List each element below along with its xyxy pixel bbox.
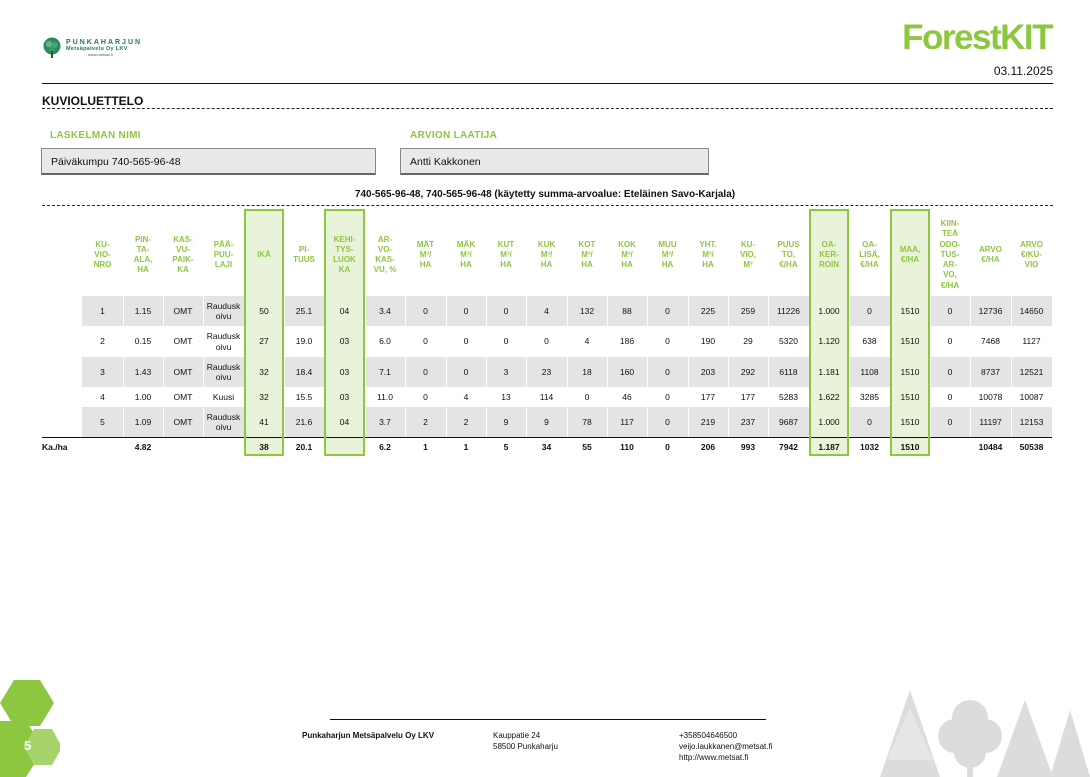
table-cell: 5 <box>100 416 105 427</box>
table-cell: 41 <box>259 416 269 427</box>
table-cell: 32 <box>259 391 269 402</box>
table-cell: 18.4 <box>295 366 313 377</box>
table-cell: 1.09 <box>134 416 152 427</box>
column-header: OA- LISÄ, €/HA <box>859 239 880 270</box>
footer-city: 58500 Punkaharju <box>493 741 558 751</box>
footer-divider <box>330 719 766 720</box>
table-cell: Kuusi <box>212 391 235 402</box>
table-cell: 03 <box>339 366 350 377</box>
table-cell: 2 <box>100 336 105 347</box>
table-cell: 1510 <box>900 305 920 316</box>
column-header: ARVO €/HA <box>979 244 1002 264</box>
table-cell: 4 <box>463 391 469 402</box>
table-cell: 19.0 <box>295 336 313 347</box>
table-cell: Raudusk oivu <box>206 361 241 382</box>
table-cell: 0 <box>463 305 469 316</box>
table-cell: 177 <box>740 391 756 402</box>
table-cell: 132 <box>579 305 595 316</box>
column-header: MÄK M³/ HA <box>456 239 476 270</box>
column-header: PUUS TO, €/HA <box>777 239 800 270</box>
table-cell: 10078 <box>978 391 1003 402</box>
table-cell: 0 <box>423 366 428 377</box>
table-cell: 25.1 <box>295 305 313 316</box>
column-header: KIIN- TEÄ ODO- TUS- AR- VO, €/HA <box>939 219 961 290</box>
table-cell: 1.622 <box>818 391 840 402</box>
totals-cell: 206 <box>700 442 716 453</box>
table-cell: 27 <box>259 336 269 347</box>
column-header: KAS- VU- PAIK- KA <box>172 234 194 275</box>
table-cell: 1.15 <box>134 305 152 316</box>
table-cell: OMT <box>173 416 193 427</box>
table-cell: 12153 <box>1019 416 1044 427</box>
table-cell: 8737 <box>981 366 1000 377</box>
table-cell: 04 <box>339 416 350 427</box>
column-header: KEHI- TYS- LUOK KA <box>333 234 356 275</box>
table-cell: 160 <box>619 366 635 377</box>
table-cell: 0 <box>423 391 428 402</box>
totals-cell: 1 <box>463 442 469 453</box>
table-title: 740-565-96-48, 740-565-96-48 (käytetty summa-arvoalue: Eteläinen Savo-Karjala) <box>354 189 736 200</box>
table-cell: 6.0 <box>379 336 391 347</box>
table-cell: 15.5 <box>295 391 313 402</box>
table-cell: 12521 <box>1019 366 1044 377</box>
table-cell: 6118 <box>779 366 798 377</box>
table-cell: 0 <box>463 366 469 377</box>
table-cell: 18 <box>582 366 592 377</box>
page-number: 5 <box>24 738 32 753</box>
table-top-divider <box>42 205 1053 206</box>
title-divider <box>42 108 1053 109</box>
table-cell: 03 <box>339 336 350 347</box>
table-cell: 0 <box>503 336 509 347</box>
table-cell: 0 <box>665 366 670 377</box>
totals-cell: 7942 <box>779 442 798 453</box>
table-cell: OMT <box>173 391 193 402</box>
table-cell: 177 <box>700 391 716 402</box>
table-cell: 1.00 <box>134 391 152 402</box>
totals-cell: 1510 <box>900 442 920 453</box>
table-cell: 219 <box>700 416 716 427</box>
table-cell: 29 <box>743 336 753 347</box>
totals-cell: 993 <box>740 442 756 453</box>
appraiser-label: ARVION LAATIJA <box>410 130 498 141</box>
column-header: KU- VIO, M³ <box>739 239 756 270</box>
table-cell: 259 <box>740 305 756 316</box>
table-cell: 3.7 <box>379 416 391 427</box>
column-header: KU- VIO- NRO <box>93 239 112 270</box>
table-cell: 225 <box>700 305 716 316</box>
column-header: PIN- TA- ALA, HA <box>133 234 153 275</box>
table-cell: 190 <box>700 336 716 347</box>
table-cell: 1.120 <box>818 336 840 347</box>
table-cell: 10087 <box>1019 391 1044 402</box>
table-cell: 1.000 <box>818 305 840 316</box>
table-cell: Raudusk oivu <box>206 411 241 432</box>
footer-phone: +358504646500 <box>679 731 738 740</box>
table-cell: 0 <box>947 366 953 377</box>
column-header: AR- VO- KAS- VU, % <box>373 234 397 275</box>
footer-company: Punkaharjun Metsäpalvelu Oy LKV <box>302 731 435 740</box>
table-cell: 0 <box>947 416 953 427</box>
column-header: KUK M³/ HA <box>537 239 556 270</box>
table-cell: 0 <box>423 336 428 347</box>
table-cell: 1108 <box>860 366 879 377</box>
table-cell: 292 <box>740 366 756 377</box>
table-cell: 1510 <box>900 336 920 347</box>
column-header: KUT M³/ HA <box>497 239 515 270</box>
header-divider <box>42 83 1053 84</box>
table-cell: 0 <box>867 416 872 427</box>
calc-name-field: Päiväkumpu 740-565-96-48 <box>41 148 376 175</box>
totals-cell: 6.2 <box>379 442 391 453</box>
table-cell: 7468 <box>981 336 1000 347</box>
hexagon-decoration-icon <box>0 677 60 777</box>
table-cell: 11.0 <box>377 391 393 402</box>
table-cell: 2 <box>463 416 469 427</box>
column-header: OA- KER- ROIN <box>819 239 839 270</box>
table-cell: 88 <box>622 305 632 316</box>
table-cell: OMT <box>173 366 193 377</box>
totals-divider <box>42 437 1052 438</box>
totals-cell: 34 <box>541 442 552 453</box>
table-cell: 0.15 <box>134 336 152 347</box>
table-cell: 1.181 <box>818 366 840 377</box>
calc-name-label: LASKELMAN NIMI <box>50 130 141 141</box>
table-cell: 638 <box>862 336 877 347</box>
footer-web[interactable]: http://www.metsat.fi <box>679 752 749 762</box>
table-cell: 9 <box>544 416 549 427</box>
tree-logo-icon <box>42 37 62 59</box>
column-header: MUU M³/ HA <box>658 239 677 270</box>
totals-cell: 1.187 <box>818 442 840 453</box>
table-cell: 9 <box>503 416 509 427</box>
column-header: MAA, €/HA <box>899 244 921 264</box>
table-cell: 203 <box>700 366 716 377</box>
logo-line1: PUNKAHARJUN <box>66 38 143 46</box>
logo-line2: Metsäpalvelu Oy LKV <box>66 45 128 52</box>
table-cell: OMT <box>173 305 193 316</box>
page-title: KUVIOLUETTELO <box>42 94 144 108</box>
column-header: ARVO €/KU- VIO <box>1020 239 1043 270</box>
totals-cell: 110 <box>620 442 634 453</box>
table-cell: Raudusk oivu <box>206 331 241 352</box>
column-header: PI- TUUS <box>293 244 315 264</box>
totals-cell: 5 <box>503 442 509 453</box>
table-cell: 1.000 <box>818 416 840 427</box>
table-cell: 0 <box>947 305 953 316</box>
table-cell: 0 <box>665 416 670 427</box>
table-cell: 0 <box>463 336 469 347</box>
table-cell: OMT <box>173 336 193 347</box>
table-cell: 9687 <box>779 416 798 427</box>
column-header: IKÄ <box>257 249 271 259</box>
totals-cell: 0 <box>665 442 670 453</box>
table-cell: 32 <box>259 366 269 377</box>
table-cell: 4 <box>584 336 590 347</box>
totals-cell: 55 <box>582 442 592 453</box>
table-cell: 1.43 <box>134 366 152 377</box>
footer-address <box>493 731 558 753</box>
forest-silhouette-icon <box>875 690 1090 777</box>
table-cell: 3 <box>503 366 509 377</box>
column-header: MÄT M³/ HA <box>416 239 435 270</box>
table-cell: 1510 <box>900 416 920 427</box>
totals-cell: 1 <box>423 442 428 453</box>
table-cell: 0 <box>423 305 428 316</box>
table-cell: 11197 <box>979 416 1002 427</box>
table-cell: 46 <box>622 391 632 402</box>
totals-label: Ka./ha <box>42 442 68 453</box>
table-cell: 1127 <box>1022 336 1041 347</box>
table-cell: 23 <box>541 366 552 377</box>
column-header: YHT. M³/ HA <box>699 239 717 270</box>
table-cell: 13 <box>501 391 511 402</box>
table-cell: 78 <box>582 416 592 427</box>
column-header: PÄÄ- PUU- LAJI <box>213 239 234 270</box>
appraiser-field: Antti Kakkonen <box>400 148 709 175</box>
table-cell: 0 <box>867 305 872 316</box>
table-cell: 3 <box>100 366 105 377</box>
table-cell: 5283 <box>779 391 798 402</box>
logo-line3: www.metsat.fi <box>88 52 113 58</box>
table-cell: 4 <box>100 391 105 402</box>
footer-email[interactable]: veijo.laukkanen@metsat.fi <box>679 741 773 751</box>
report-date: 03.11.2025 <box>993 64 1053 78</box>
table-cell: 14650 <box>1019 305 1044 316</box>
footer-street: Kauppatie 24 <box>493 731 541 740</box>
table-cell: 0 <box>544 336 549 347</box>
table-cell: 50 <box>259 305 269 316</box>
company-logo <box>42 37 142 59</box>
table-cell: 11226 <box>776 305 800 316</box>
table-cell: 3.4 <box>379 305 391 316</box>
table-cell: 1 <box>100 305 105 316</box>
table-cell: 0 <box>665 391 670 402</box>
table-cell: 7.1 <box>379 366 391 377</box>
table-cell: 0 <box>947 391 953 402</box>
table-cell: 12736 <box>978 305 1003 316</box>
totals-cell: 10484 <box>978 442 1003 453</box>
column-header: KOK M³/ HA <box>618 239 636 270</box>
column-header: KOT M³/ HA <box>578 239 596 270</box>
table-cell: 0 <box>665 336 670 347</box>
totals-cell: 20.1 <box>295 442 313 453</box>
table-cell: 1510 <box>900 391 920 402</box>
totals-cell: 1032 <box>860 442 879 453</box>
table-cell: Raudusk oivu <box>206 300 241 321</box>
table-cell: 4 <box>544 305 549 316</box>
table-cell: 3285 <box>860 391 879 402</box>
table-cell: 237 <box>740 416 756 427</box>
table-cell: 0 <box>584 391 590 402</box>
table-cell: 04 <box>339 305 350 316</box>
totals-cell: 4.82 <box>134 442 152 453</box>
table-cell: 117 <box>620 416 634 427</box>
table-cell: 0 <box>947 336 953 347</box>
table-cell: 2 <box>423 416 428 427</box>
forestkit-brand: ForestKIT <box>902 18 1052 57</box>
table-cell: 0 <box>665 305 670 316</box>
table-cell: 1510 <box>900 366 920 377</box>
table-cell: 114 <box>539 391 554 402</box>
table-cell: 21.6 <box>295 416 313 427</box>
footer-contact <box>679 731 773 763</box>
totals-cell: 38 <box>259 442 269 453</box>
table-cell: 5320 <box>779 336 798 347</box>
table-cell: 186 <box>619 336 635 347</box>
totals-cell: 50538 <box>1019 442 1044 453</box>
table-cell: 0 <box>503 305 509 316</box>
table-cell: 03 <box>339 391 350 402</box>
